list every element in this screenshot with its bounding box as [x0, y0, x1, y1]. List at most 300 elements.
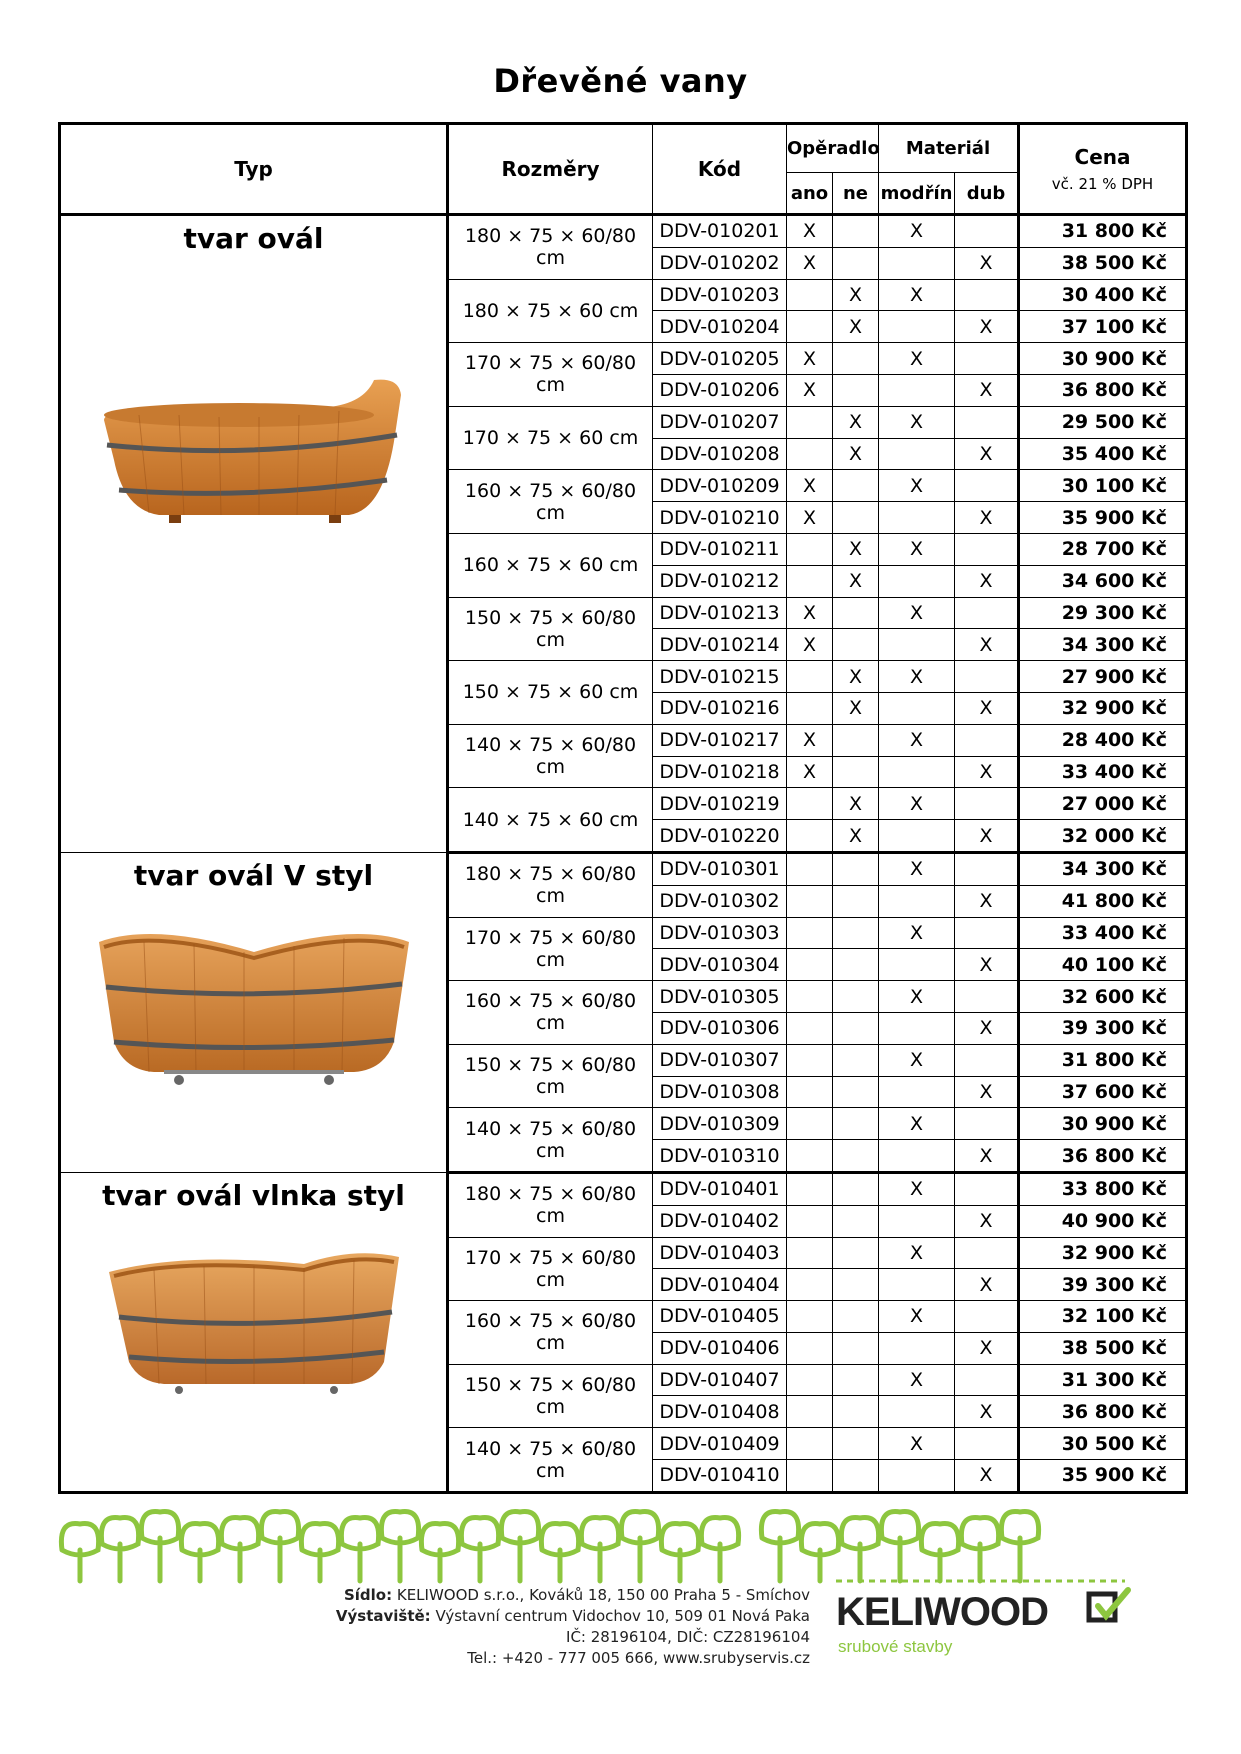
backrest-no-cell: [833, 1269, 879, 1301]
larch-cell: [879, 949, 955, 981]
backrest-no-cell: [833, 1364, 879, 1396]
dimension-cell: 180 × 75 × 60/80 cm: [448, 1172, 653, 1237]
larch-cell: [879, 820, 955, 853]
backrest-no-cell: X: [833, 311, 879, 343]
code-cell: DDV-010301: [653, 852, 787, 885]
larch-cell: [879, 629, 955, 661]
backrest-no-cell: [833, 1301, 879, 1333]
code-cell: DDV-010303: [653, 917, 787, 949]
code-cell: DDV-010216: [653, 692, 787, 724]
code-cell: DDV-010220: [653, 820, 787, 853]
backrest-no-cell: [833, 1205, 879, 1237]
backrest-yes-cell: [787, 661, 833, 693]
oak-cell: X: [955, 1076, 1019, 1108]
backrest-yes-cell: [787, 1076, 833, 1108]
larch-cell: X: [879, 917, 955, 949]
tree-icon: [501, 1512, 538, 1581]
price-table-body: [60, 215, 1187, 1493]
oak-cell: [955, 343, 1019, 375]
backrest-no-cell: [833, 1140, 879, 1173]
tree-icon: [381, 1512, 418, 1581]
larch-cell: X: [879, 343, 955, 375]
backrest-yes-cell: X: [787, 470, 833, 502]
larch-cell: [879, 374, 955, 406]
dimension-cell: 170 × 75 × 60/80 cm: [448, 343, 653, 407]
company-address: [330, 1585, 810, 1669]
backrest-yes-cell: [787, 1332, 833, 1364]
backrest-yes-cell: [787, 1140, 833, 1173]
larch-cell: [879, 502, 955, 534]
tree-icon: [421, 1524, 458, 1581]
backrest-no-cell: X: [833, 279, 879, 311]
tree-icon: [761, 1512, 798, 1581]
price-cell: 40 100 Kč: [1019, 949, 1187, 981]
larch-cell: [879, 1460, 955, 1493]
logo-check-icon: [1086, 1586, 1132, 1626]
oak-cell: X: [955, 629, 1019, 661]
backrest-no-cell: [833, 1108, 879, 1140]
code-cell: DDV-010210: [653, 502, 787, 534]
code-cell: DDV-010309: [653, 1108, 787, 1140]
code-cell: DDV-010203: [653, 279, 787, 311]
backrest-yes-cell: X: [787, 724, 833, 756]
backrest-no-cell: [833, 502, 879, 534]
oak-cell: X: [955, 1332, 1019, 1364]
oak-cell: [955, 788, 1019, 820]
header-material: Materiál: [879, 124, 1019, 173]
dimension-cell: 180 × 75 × 60/80 cm: [448, 215, 653, 280]
code-cell: DDV-010217: [653, 724, 787, 756]
table-row: [60, 215, 1187, 248]
tree-icon: [661, 1524, 698, 1581]
backrest-no-cell: [833, 1460, 879, 1493]
code-cell: DDV-010205: [653, 343, 787, 375]
oak-cell: [955, 1108, 1019, 1140]
backrest-yes-cell: [787, 1396, 833, 1428]
dimension-cell: 170 × 75 × 60/80 cm: [448, 1237, 653, 1301]
backrest-no-cell: [833, 247, 879, 279]
larch-cell: [879, 885, 955, 917]
larch-cell: X: [879, 1237, 955, 1269]
price-cell: 31 800 Kč: [1019, 215, 1187, 248]
vystaviste-label: Výstaviště:: [335, 1607, 431, 1625]
larch-cell: X: [879, 279, 955, 311]
price-cell: 35 900 Kč: [1019, 502, 1187, 534]
oak-cell: [955, 279, 1019, 311]
tree-icon: [341, 1518, 378, 1581]
oak-cell: [955, 917, 1019, 949]
larch-cell: [879, 1332, 955, 1364]
oak-cell: [955, 597, 1019, 629]
dimension-cell: 150 × 75 × 60/80 cm: [448, 1364, 653, 1428]
backrest-no-cell: [833, 629, 879, 661]
larch-cell: X: [879, 724, 955, 756]
backrest-no-cell: [833, 470, 879, 502]
code-cell: DDV-010306: [653, 1012, 787, 1044]
tree-icon: [141, 1512, 178, 1581]
oak-cell: X: [955, 565, 1019, 597]
backrest-no-cell: [833, 597, 879, 629]
oak-cell: X: [955, 1205, 1019, 1237]
backrest-no-cell: X: [833, 788, 879, 820]
code-cell: DDV-010204: [653, 311, 787, 343]
price-cell: 37 100 Kč: [1019, 311, 1187, 343]
price-cell: 39 300 Kč: [1019, 1012, 1187, 1044]
code-cell: DDV-010202: [653, 247, 787, 279]
code-cell: DDV-010206: [653, 374, 787, 406]
dimension-cell: 150 × 75 × 60/80 cm: [448, 597, 653, 661]
code-cell: DDV-010403: [653, 1237, 787, 1269]
backrest-yes-cell: [787, 533, 833, 565]
backrest-yes-cell: [787, 788, 833, 820]
backrest-no-cell: [833, 374, 879, 406]
price-cell: 33 400 Kč: [1019, 756, 1187, 788]
backrest-no-cell: [833, 1428, 879, 1460]
type-cell: [60, 852, 448, 1172]
backrest-no-cell: [833, 343, 879, 375]
oak-cell: X: [955, 1269, 1019, 1301]
larch-cell: X: [879, 215, 955, 248]
price-cell: 30 100 Kč: [1019, 470, 1187, 502]
tree-icon: [621, 1512, 658, 1581]
sidlo-label: Sídlo:: [343, 1586, 393, 1604]
larch-cell: [879, 247, 955, 279]
backrest-no-cell: [833, 917, 879, 949]
price-cell: 33 800 Kč: [1019, 1172, 1187, 1205]
backrest-no-cell: [833, 1044, 879, 1076]
header-cena-sub: vč. 21 % DPH: [1051, 175, 1154, 193]
price-cell: 38 500 Kč: [1019, 1332, 1187, 1364]
code-cell: DDV-010215: [653, 661, 787, 693]
larch-cell: X: [879, 852, 955, 885]
header-cena-label: Cena: [1074, 145, 1131, 169]
backrest-yes-cell: X: [787, 502, 833, 534]
header-ne: ne: [833, 173, 879, 215]
oak-cell: X: [955, 374, 1019, 406]
backrest-yes-cell: [787, 1044, 833, 1076]
tree-icon: [261, 1512, 298, 1581]
backrest-no-cell: [833, 949, 879, 981]
backrest-yes-cell: [787, 1237, 833, 1269]
larch-cell: [879, 438, 955, 470]
price-cell: 34 600 Kč: [1019, 565, 1187, 597]
larch-cell: [879, 1396, 955, 1428]
code-cell: DDV-010408: [653, 1396, 787, 1428]
price-cell: 29 300 Kč: [1019, 597, 1187, 629]
code-cell: DDV-010304: [653, 949, 787, 981]
oak-cell: X: [955, 438, 1019, 470]
backrest-yes-cell: X: [787, 756, 833, 788]
backrest-no-cell: [833, 1237, 879, 1269]
code-cell: DDV-010302: [653, 885, 787, 917]
code-cell: DDV-010213: [653, 597, 787, 629]
header-modrin: modřín: [879, 173, 955, 215]
page-title: Dřevěné vany: [493, 62, 748, 100]
type-name: tvar ovál: [183, 222, 324, 255]
dimension-cell: 150 × 75 × 60/80 cm: [448, 1044, 653, 1108]
code-cell: DDV-010212: [653, 565, 787, 597]
larch-cell: X: [879, 788, 955, 820]
backrest-no-cell: X: [833, 565, 879, 597]
larch-cell: X: [879, 1044, 955, 1076]
dimension-cell: 140 × 75 × 60 cm: [448, 788, 653, 853]
backrest-yes-cell: X: [787, 247, 833, 279]
backrest-yes-cell: X: [787, 215, 833, 248]
dimension-cell: 140 × 75 × 60/80 cm: [448, 724, 653, 788]
backrest-yes-cell: [787, 1269, 833, 1301]
dimension-cell: 140 × 75 × 60/80 cm: [448, 1108, 653, 1173]
backrest-no-cell: X: [833, 438, 879, 470]
price-cell: 30 900 Kč: [1019, 1108, 1187, 1140]
price-cell: 36 800 Kč: [1019, 374, 1187, 406]
code-cell: DDV-010305: [653, 981, 787, 1013]
tree-icon: [921, 1524, 958, 1581]
backrest-no-cell: X: [833, 406, 879, 438]
oak-cell: X: [955, 1140, 1019, 1173]
backrest-yes-cell: [787, 1108, 833, 1140]
backrest-yes-cell: [787, 1012, 833, 1044]
price-cell: 36 800 Kč: [1019, 1396, 1187, 1428]
price-cell: 28 700 Kč: [1019, 533, 1187, 565]
oak-cell: X: [955, 1012, 1019, 1044]
backrest-yes-cell: [787, 565, 833, 597]
dimension-cell: 140 × 75 × 60/80 cm: [448, 1428, 653, 1493]
tree-icon: [181, 1524, 218, 1581]
backrest-yes-cell: [787, 279, 833, 311]
price-cell: 27 900 Kč: [1019, 661, 1187, 693]
table-row: [60, 852, 1187, 885]
oak-cell: X: [955, 247, 1019, 279]
backrest-no-cell: [833, 1076, 879, 1108]
larch-cell: [879, 1076, 955, 1108]
header-typ: Typ: [60, 124, 448, 215]
price-cell: 32 900 Kč: [1019, 1237, 1187, 1269]
backrest-yes-cell: [787, 1428, 833, 1460]
tree-icon: [221, 1518, 258, 1581]
contact-text: Tel.: +420 - 777 005 666, www.srubyservis.cz: [467, 1649, 810, 1667]
larch-cell: X: [879, 981, 955, 1013]
price-cell: 32 900 Kč: [1019, 692, 1187, 724]
backrest-yes-cell: [787, 1205, 833, 1237]
tree-icon: [301, 1524, 338, 1581]
header-kod: Kód: [653, 124, 787, 215]
backrest-yes-cell: X: [787, 374, 833, 406]
larch-cell: X: [879, 470, 955, 502]
backrest-no-cell: [833, 1012, 879, 1044]
oak-cell: [955, 533, 1019, 565]
backrest-yes-cell: X: [787, 597, 833, 629]
oak-cell: X: [955, 949, 1019, 981]
tree-icon: [881, 1512, 918, 1581]
tree-icon: [101, 1518, 138, 1581]
header-cena: [1019, 124, 1187, 215]
price-cell: 40 900 Kč: [1019, 1205, 1187, 1237]
type-cell: [60, 1172, 448, 1492]
oak-cell: X: [955, 756, 1019, 788]
code-cell: DDV-010219: [653, 788, 787, 820]
price-table: [58, 122, 1188, 1494]
oak-cell: X: [955, 1460, 1019, 1493]
oak-cell: [955, 1237, 1019, 1269]
tub-oval-image: [99, 375, 409, 545]
oak-cell: X: [955, 1396, 1019, 1428]
dimension-cell: 160 × 75 × 60 cm: [448, 533, 653, 597]
header-ano: ano: [787, 173, 833, 215]
tree-icon: [581, 1518, 618, 1581]
price-cell: 30 400 Kč: [1019, 279, 1187, 311]
backrest-yes-cell: [787, 981, 833, 1013]
code-cell: DDV-010402: [653, 1205, 787, 1237]
tree-icon: [961, 1518, 998, 1581]
tub-vlnka-style-image: [104, 1242, 404, 1402]
oak-cell: X: [955, 692, 1019, 724]
backrest-yes-cell: [787, 820, 833, 853]
backrest-yes-cell: [787, 917, 833, 949]
code-cell: DDV-010208: [653, 438, 787, 470]
oak-cell: [955, 1428, 1019, 1460]
backrest-yes-cell: [787, 949, 833, 981]
price-cell: 35 400 Kč: [1019, 438, 1187, 470]
backrest-no-cell: [833, 724, 879, 756]
tree-icon: [541, 1524, 578, 1581]
backrest-no-cell: [833, 1396, 879, 1428]
backrest-no-cell: [833, 1172, 879, 1205]
tree-icon: [61, 1524, 98, 1581]
backrest-yes-cell: [787, 438, 833, 470]
larch-cell: X: [879, 533, 955, 565]
oak-cell: X: [955, 820, 1019, 853]
larch-cell: [879, 311, 955, 343]
larch-cell: [879, 1205, 955, 1237]
price-cell: 30 500 Kč: [1019, 1428, 1187, 1460]
vystaviste-text: Výstavní centrum Vidochov 10, 509 01 Nová Paka: [435, 1607, 810, 1625]
larch-cell: [879, 692, 955, 724]
price-cell: 36 800 Kč: [1019, 1140, 1187, 1173]
dimension-cell: 160 × 75 × 60/80 cm: [448, 1301, 653, 1365]
tub-v-style-image: [94, 922, 414, 1092]
larch-cell: X: [879, 1364, 955, 1396]
keliwood-logo-sub: srubové stavby: [838, 1637, 953, 1656]
tree-icon: [461, 1518, 498, 1581]
dimension-cell: 180 × 75 × 60/80 cm: [448, 852, 653, 917]
price-cell: 31 800 Kč: [1019, 1044, 1187, 1076]
price-cell: 34 300 Kč: [1019, 852, 1187, 885]
backrest-no-cell: [833, 852, 879, 885]
backrest-no-cell: [833, 756, 879, 788]
oak-cell: X: [955, 502, 1019, 534]
larch-cell: X: [879, 1108, 955, 1140]
code-cell: DDV-010404: [653, 1269, 787, 1301]
code-cell: DDV-010410: [653, 1460, 787, 1493]
price-cell: 39 300 Kč: [1019, 1269, 1187, 1301]
oak-cell: [955, 852, 1019, 885]
larch-cell: X: [879, 406, 955, 438]
oak-cell: [955, 470, 1019, 502]
larch-cell: [879, 565, 955, 597]
larch-cell: X: [879, 1172, 955, 1205]
backrest-yes-cell: [787, 311, 833, 343]
price-cell: 28 400 Kč: [1019, 724, 1187, 756]
oak-cell: [955, 661, 1019, 693]
backrest-yes-cell: [787, 885, 833, 917]
code-cell: DDV-010409: [653, 1428, 787, 1460]
oak-cell: [955, 1364, 1019, 1396]
oak-cell: X: [955, 885, 1019, 917]
dimension-cell: 150 × 75 × 60 cm: [448, 661, 653, 725]
code-cell: DDV-010214: [653, 629, 787, 661]
code-cell: DDV-010209: [653, 470, 787, 502]
keliwood-logo: KELIWOOD: [836, 1590, 1048, 1634]
code-cell: DDV-010218: [653, 756, 787, 788]
backrest-yes-cell: [787, 1364, 833, 1396]
code-cell: DDV-010406: [653, 1332, 787, 1364]
backrest-yes-cell: [787, 406, 833, 438]
code-cell: DDV-010407: [653, 1364, 787, 1396]
code-cell: DDV-010308: [653, 1076, 787, 1108]
table-row: [60, 1172, 1187, 1205]
backrest-no-cell: [833, 215, 879, 248]
price-cell: 29 500 Kč: [1019, 406, 1187, 438]
sidlo-text: KELIWOOD s.r.o., Kováků 18, 150 00 Praha 5 - Smíchov: [396, 1586, 810, 1604]
header-operadlo: Opěradlo: [787, 124, 879, 173]
oak-cell: [955, 1301, 1019, 1333]
price-cell: 34 300 Kč: [1019, 629, 1187, 661]
backrest-yes-cell: [787, 852, 833, 885]
price-cell: 32 000 Kč: [1019, 820, 1187, 853]
tree-icon: [1001, 1512, 1038, 1581]
backrest-no-cell: X: [833, 692, 879, 724]
price-cell: 37 600 Kč: [1019, 1076, 1187, 1108]
oak-cell: [955, 406, 1019, 438]
header-dub: dub: [955, 173, 1019, 215]
dimension-cell: 170 × 75 × 60/80 cm: [448, 917, 653, 981]
ic-text: IČ: 28196104, DIČ: CZ28196104: [566, 1628, 810, 1646]
larch-cell: X: [879, 597, 955, 629]
backrest-no-cell: [833, 885, 879, 917]
oak-cell: X: [955, 311, 1019, 343]
oak-cell: [955, 724, 1019, 756]
tree-icon: [701, 1518, 738, 1581]
code-cell: DDV-010201: [653, 215, 787, 248]
dimension-cell: 160 × 75 × 60/80 cm: [448, 981, 653, 1045]
backrest-yes-cell: X: [787, 629, 833, 661]
dimension-cell: 170 × 75 × 60 cm: [448, 406, 653, 470]
larch-cell: [879, 756, 955, 788]
larch-cell: X: [879, 1428, 955, 1460]
code-cell: DDV-010211: [653, 533, 787, 565]
price-cell: 41 800 Kč: [1019, 885, 1187, 917]
backrest-yes-cell: [787, 1172, 833, 1205]
backrest-no-cell: X: [833, 820, 879, 853]
code-cell: DDV-010401: [653, 1172, 787, 1205]
code-cell: DDV-010310: [653, 1140, 787, 1173]
larch-cell: [879, 1140, 955, 1173]
code-cell: DDV-010307: [653, 1044, 787, 1076]
price-cell: 33 400 Kč: [1019, 917, 1187, 949]
type-cell: [60, 215, 448, 853]
larch-cell: X: [879, 1301, 955, 1333]
backrest-no-cell: [833, 1332, 879, 1364]
oak-cell: [955, 1044, 1019, 1076]
oak-cell: [955, 215, 1019, 248]
backrest-no-cell: [833, 981, 879, 1013]
price-cell: 32 100 Kč: [1019, 1301, 1187, 1333]
price-cell: 32 600 Kč: [1019, 981, 1187, 1013]
tree-icon: [801, 1524, 838, 1581]
tree-icon: [841, 1518, 878, 1581]
code-cell: DDV-010405: [653, 1301, 787, 1333]
price-cell: 35 900 Kč: [1019, 1460, 1187, 1493]
